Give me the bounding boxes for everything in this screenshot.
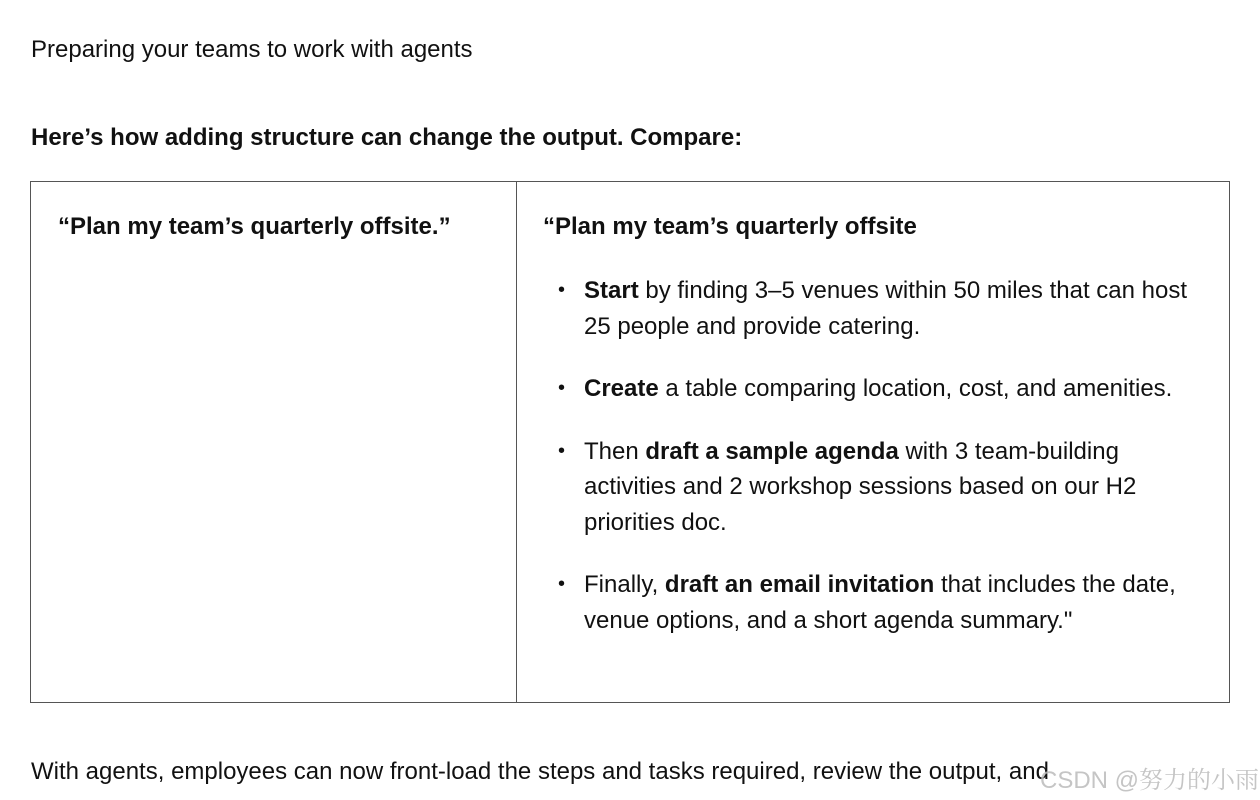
list-item bbox=[543, 273, 1209, 344]
step-text-after: that includes the date, venue options, and a short agenda summary." bbox=[584, 571, 1176, 634]
body-paragraph: With agents, employees can now front-load the steps and tasks required, review the output, and bbox=[31, 758, 1049, 785]
step-text-after: a table comparing location, cost, and amenities. bbox=[658, 375, 1173, 402]
step-keyword: Create bbox=[584, 375, 659, 402]
page-title: Preparing your teams to work with agents bbox=[31, 36, 473, 63]
comparison-cell-unstructured bbox=[31, 182, 517, 702]
step-keyword: Start bbox=[584, 277, 639, 304]
watermark: CSDN @努力的小雨 bbox=[1040, 767, 1260, 794]
comparison-table bbox=[30, 181, 1230, 703]
section-heading: Here’s how adding structure can change the output. Compare: bbox=[31, 124, 743, 151]
structured-prompt-title: “Plan my team’s quarterly offsite bbox=[543, 213, 917, 240]
step-text-after: with 3 team-building activities and 2 workshop sessions based on our H2 priorities doc. bbox=[584, 437, 1137, 536]
bullet-icon: • bbox=[558, 573, 566, 595]
list-item bbox=[543, 567, 1209, 638]
bullet-icon: • bbox=[558, 439, 566, 462]
list-item bbox=[543, 434, 1209, 541]
step-text-before: Finally, bbox=[584, 571, 665, 598]
unstructured-prompt: “Plan my team’s quarterly offsite.” bbox=[58, 213, 451, 240]
step-text-after: by finding 3–5 venues within 50 miles that can host 25 people and provide catering. bbox=[584, 277, 1188, 340]
step-text-before: Then bbox=[584, 437, 646, 465]
structured-steps-list bbox=[543, 273, 1209, 638]
bullet-icon: • bbox=[558, 377, 566, 399]
list-item bbox=[543, 371, 1209, 407]
bullet-icon: • bbox=[558, 279, 566, 301]
step-keyword: draft a sample agenda bbox=[645, 437, 899, 465]
step-keyword: draft an email invitation bbox=[664, 571, 935, 598]
comparison-cell-structured bbox=[517, 182, 1229, 702]
